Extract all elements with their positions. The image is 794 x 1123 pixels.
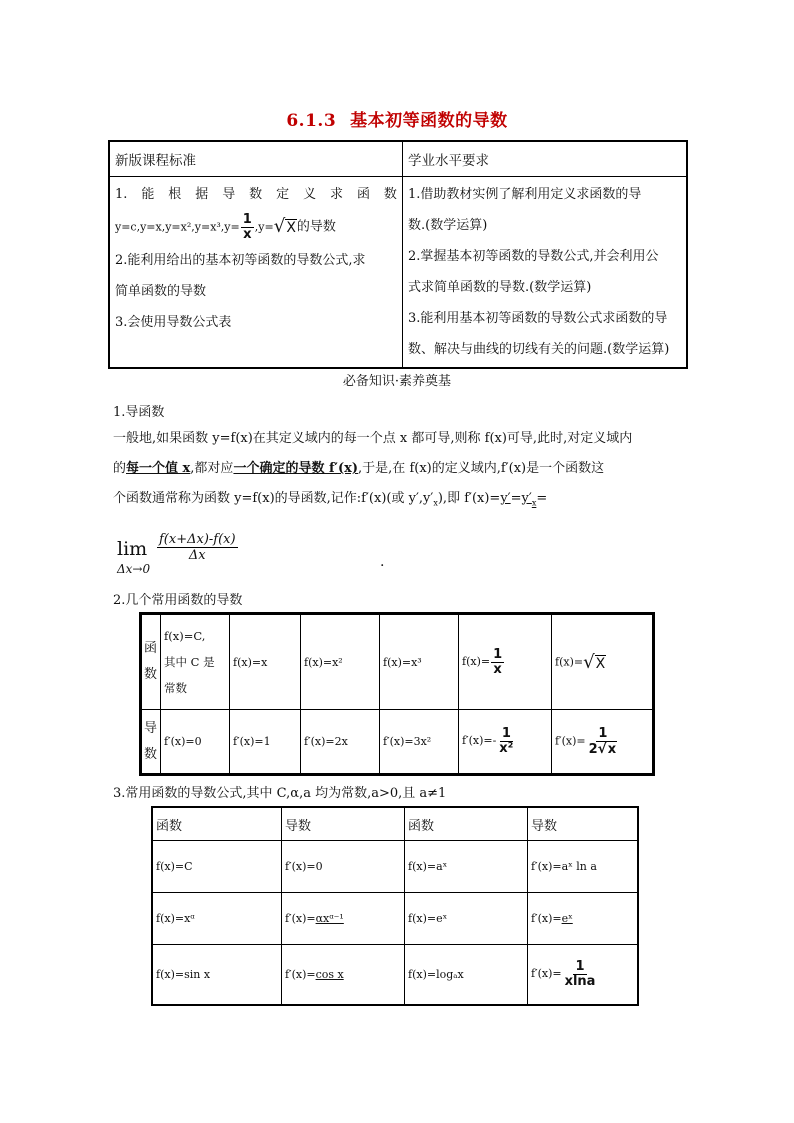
standard-item-3: 3.会使用导数公式表 [115, 315, 232, 330]
underlined-derivative: 一个确定的导数 f′(x) [233, 461, 359, 476]
formula-cell: f(x)=aˣ [405, 841, 528, 893]
formula-cell: f′(x)=eˣ [528, 893, 639, 945]
formula-cell: f(x)=eˣ [405, 893, 528, 945]
deriv-x2: f′(x)=2x [301, 710, 380, 775]
requirement-line-6: 数、解决与曲线的切线有关的问题.(数学运算) [408, 342, 670, 357]
formula-cell: f′(x)=aˣ ln a [528, 841, 639, 893]
func-recip: f(x)= $\frac{1}{x}$ [459, 614, 552, 710]
func-sqrt: f(x)=√X [552, 614, 654, 710]
requirement-line-2: 数.(数学运算) [408, 218, 488, 233]
requirement-line-3: 2.掌握基本初等函数的导数公式,并会利用公 [408, 249, 659, 264]
col-header-derivative-1: 导数 [282, 807, 405, 841]
deriv-x: f′(x)=1 [230, 710, 301, 775]
standard-item-2-line2: 简单函数的导数 [115, 284, 207, 299]
col-header-function-1: 函数 [152, 807, 282, 841]
requirement-line-1: 1.借助教材实例了解利用定义求函数的导 [408, 187, 642, 202]
common-derivatives-table [139, 612, 655, 776]
sec2-heading: 2.几个常用函数的导数 [113, 593, 243, 608]
standard-item-2-line1: 2.能利用给出的基本初等函数的导数公式,求 [115, 253, 366, 268]
title-number: 6.1.3 [286, 111, 337, 131]
standards-table [108, 140, 688, 369]
requirement-line-5: 3.能利用基本初等函数的导数公式求函数的导 [408, 311, 668, 326]
sec1-heading: 1.导函数 [113, 405, 165, 420]
formula-cell: f(x)=logₐx [405, 945, 528, 1006]
deriv-sqrt: f′(x)= $\frac{1}{2√x}$ [552, 710, 654, 775]
func-x2: f(x)=x² [301, 614, 380, 710]
sec1-line-2: 的每一个值 x,都对应一个确定的导数 f′(x),于是,在 f(x)的定义域内,f′(x)是一个函数这 [113, 461, 605, 476]
formula-cell: f′(x)=0 [282, 841, 405, 893]
fraction-one-over-x: $\frac{1}{x}$ [242, 212, 252, 242]
limit-formula: lim Δx→0 f(x+Δx)-f(x) Δx . [117, 532, 385, 576]
standards-header-left: 新版课程标准 [109, 141, 403, 177]
col-header-function-2: 函数 [405, 807, 528, 841]
standards-header-right: 学业水平要求 [403, 141, 688, 177]
derivative-formula-table [151, 806, 639, 1006]
deriv-const: f′(x)=0 [161, 710, 230, 775]
deriv-recip: f′(x)=- $\frac{1}{\text{x²}}$ [459, 710, 552, 775]
sec1-paragraph [113, 424, 683, 519]
deriv-x3: f′(x)=3x² [380, 710, 459, 775]
col-header-derivative-2: 导数 [528, 807, 639, 841]
sec1-line-1: 一般地,如果函数 y=f(x)在其定义域内的每一个点 x 都可导,则称 f(x)可导,此时,对定义域内 [113, 431, 633, 446]
func-x3: f(x)=x³ [380, 614, 459, 710]
formula-cell: f(x)=C [152, 841, 282, 893]
formula-cell: f′(x)=cos x [282, 945, 405, 1006]
standards-left-cell [109, 177, 403, 369]
standard-item-1-line: 1. 能 根 据 导 数 定 义 求 函 数 [115, 187, 397, 202]
formula-cell: f(x)=sin x [152, 945, 282, 1006]
formula-cell: f′(x)=αxᵅ⁻¹ [282, 893, 405, 945]
formula-cell: f(x)=xᵅ [152, 893, 282, 945]
func-x: f(x)=x [230, 614, 301, 710]
standards-right-cell [403, 177, 688, 369]
standard-item-1-functions: y=c,y=x,y=x²,y=x³,y= $\frac{1}{x}$ ,y=√X的导数 [115, 210, 397, 245]
page-title [0, 106, 794, 131]
sec1-line-3: 个函数通常称为函数 y=f(x)的导函数,记作:f′(x)(或 $y',y'_x$),即 $f'(x)=y'=y'_x=$ [113, 491, 548, 508]
formula-cell: f′(x)= $\frac{1}{xlna}$ [528, 945, 639, 1006]
requirement-line-4: 式求简单函数的导数.(数学运算) [408, 280, 592, 295]
title-text: 基本初等函数的导数 [350, 111, 508, 131]
sec3-heading: 3.常用函数的导数公式,其中 C,α,a 均为常数,a>0,且 a≠1 [113, 786, 447, 801]
sqrt-x: √X [273, 216, 296, 237]
const-function-cell: f(x)=C, 其中 C 是 常数 [161, 614, 230, 710]
section-heading: 必备知识·素养奠基 [342, 374, 452, 389]
row-label-derivative: 导 数 [141, 710, 161, 775]
row-label-function: 函 数 [141, 614, 161, 710]
underlined-each-value: 每一个值 x [126, 461, 191, 476]
